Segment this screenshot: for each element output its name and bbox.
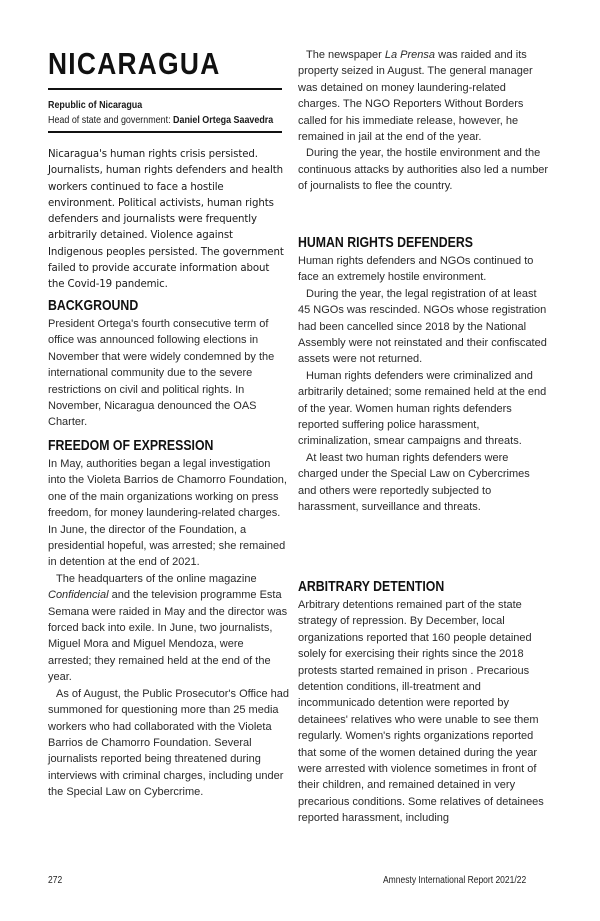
head-of-state-label: Head of state and government: (48, 114, 171, 126)
subhead-rule (48, 131, 282, 133)
page-number: 272 (48, 875, 63, 886)
paragraph: Arbitrary detentions remained part of the state strategy of repression. By December, local organizations reported that 160 people detained solely for exercising their rights since the 2018 protests started remained in prison . Precarious detention conditions, ill-treatment and incommunicado detention were reported by detainees' relatives who were unable to see them regularly. Women's rights organizations reported that some of the women detained during the year were arrested with violence sometimes in front of their children, and remained detained in very precarious conditions. Some relatives of detainees reported harassment, including (298, 599, 544, 825)
head-of-state-name: Daniel Ortega Saavedra (173, 114, 274, 126)
publication-title: Amnesty International Report 2021/22 (383, 875, 527, 886)
country-title: NICARAGUA (48, 46, 221, 81)
section-freedom-of-expression-part1 (48, 456, 290, 801)
section-freedom-of-expression-part2 (298, 47, 550, 195)
section-arbitrary-detention (298, 597, 550, 827)
title-rule (48, 88, 282, 90)
head-of-state-line (48, 113, 274, 127)
paragraph: President Ortega's fourth consecutive term of office was announced following elections in November that were widely condemned by the international community due to the severe restrictions on civil and political rights. In November, Nicaragua denounced the OAS Charter. (48, 318, 275, 429)
official-name: Republic of Nicaragua (48, 99, 143, 111)
paragraph: As of August, the Public Prosecutor's Office had summoned for questioning more than 25 media workers who had collaborated with the Violeta Barrios de Chamorro Foundation. Several journalists reported being threatened during interviews with criminal charges, including under the Special Law on Cybercrime. (48, 687, 290, 799)
paragraph: In May, authorities began a legal investigation into the Violeta Barrios de Chamorro Foundation, one of the main organizations working on press freedom, for money laundering-related charges. In June, the director of the Foundation, a presidential hopeful, was arrested; she remained in detention at the end of 2021. (48, 458, 287, 569)
paragraph: The headquarters of the online magazine Confidencial and the television programme Esta Semana were raided in May and the director was forced back into exile. In June, two journalists, Miguel Mora and Miguel Mendoza, were arrested; they remained held at the end of the year. (48, 572, 288, 684)
section-human-rights-defenders (298, 253, 550, 516)
paragraph: During the year, the legal registration of at least 45 NGOs was rescinded. NGOs whose registration had been cancelled since 2018 by the National Assembly were not reinstated and their confiscated assets were not returned. (298, 287, 547, 366)
section-heading-human-rights-defenders: HUMAN RIGHTS DEFENDERS (298, 234, 473, 251)
section-heading-freedom-of-expression: FREEDOM OF EXPRESSION (48, 437, 214, 454)
section-heading-background: BACKGROUND (48, 297, 139, 314)
section-heading-arbitrary-detention: ARBITRARY DETENTION (298, 578, 445, 595)
paragraph: During the year, the hostile environment and the continuous attacks by authorities also led a number of journalists to flee the country. (298, 147, 549, 193)
paragraph: At least two human rights defenders were charged under the Special Law on Cybercrimes and others were reportedly subjected to harassment, surveillance and threats. (298, 451, 530, 514)
section-background (48, 316, 288, 431)
paragraph: The newspaper La Prensa was raided and its property seized in August. The general manager was detained on money laundering-related charges. The NGO Reporters Without Borders called for his immediate release, however, he remained in jail at the end of the year. (298, 49, 533, 144)
paragraph: Human rights defenders were criminalized and arbitrarily detained; some remained held at the end of the year. Women human rights defenders reported suffering police harassment, criminalization, smear campaigns and threats. (298, 369, 547, 448)
lead-summary: Nicaragua's human rights crisis persisted. Journalists, human rights defenders and health workers continued to face a hostile environment. Political activists, human rights defenders and journalists were frequently arbitrarily detained. Violence against Indigenous peoples persisted. The government failed to provide accurate information about the Covid-19 pandemic. (48, 149, 284, 291)
paragraph: Human rights defenders and NGOs continued to face an extremely hostile environment. (298, 255, 534, 284)
